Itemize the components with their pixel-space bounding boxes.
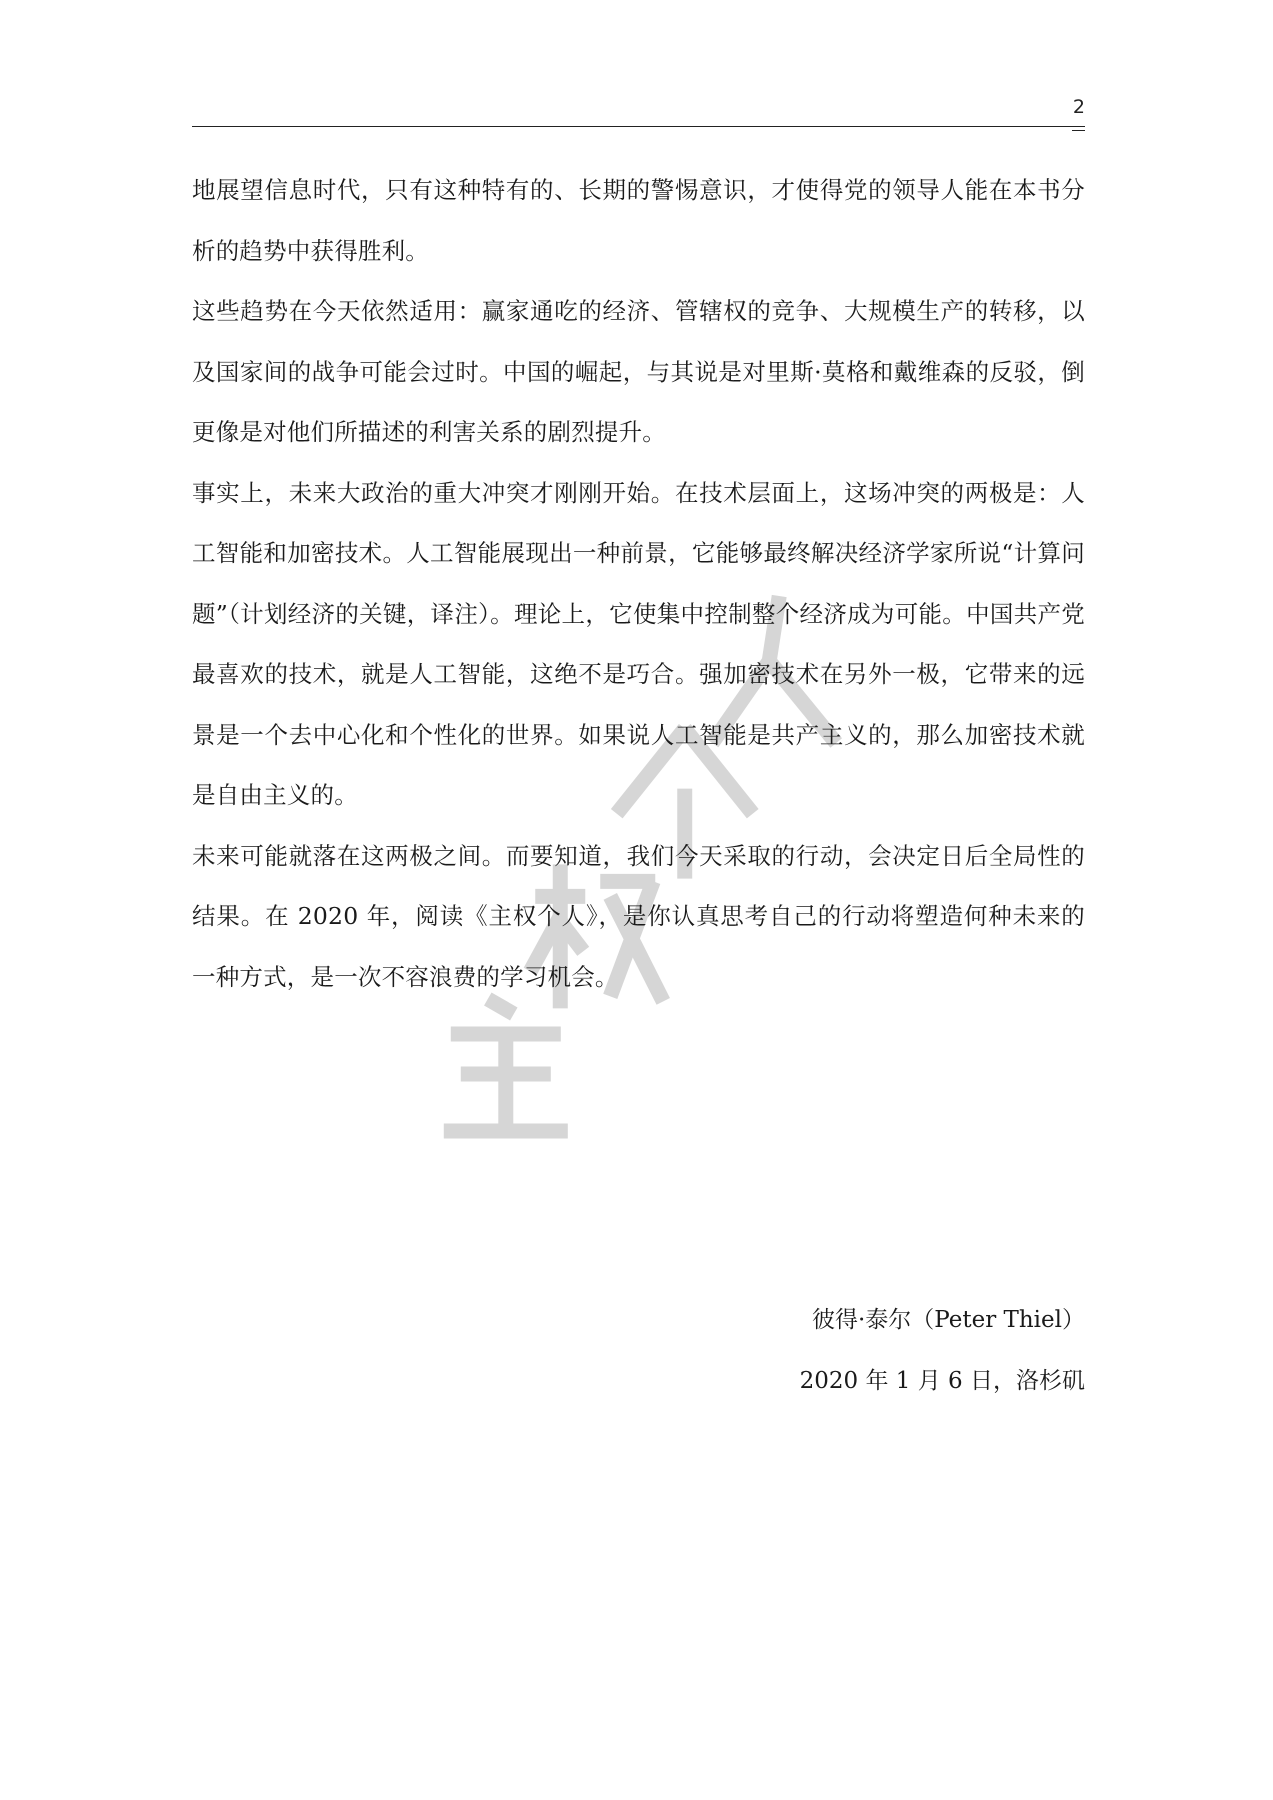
body-text xyxy=(192,160,1085,1007)
page-number: 2 xyxy=(1072,96,1085,118)
watermark-glyph xyxy=(444,999,568,1131)
signature-block xyxy=(600,1290,1085,1412)
signature-author: 彼得·泰尔（Peter Thiel） xyxy=(811,1307,1085,1333)
signature-date-place: 2020 年 1 月 6 日，洛杉矶 xyxy=(799,1368,1085,1394)
header-rule xyxy=(192,126,1085,127)
paragraph: 未来可能就落在这两极之间。而要知道，我们今天采取的行动，会决定日后全局性的结果。在 2020 年，阅读《主权个人》，是你认真思考自己的行动将塑造何种未来的一种方式，是一次不容浪费的学习机会。 xyxy=(192,841,1085,991)
paragraph: 地展望信息时代，只有这种特有的、长期的警惕意识，才使得党的领导人能在本书分析的趋势中获得胜利。 xyxy=(192,176,1085,265)
page-number-underline xyxy=(1072,130,1085,131)
paragraph: 事实上，未来大政治的重大冲突才刚刚开始。在技术层面上，这场冲突的两极是：人工智能和加密技术。人工智能展现出一种前景，它能够最终解决经济学家所说“计算问题”（计划经济的关键，译注）。理论上，它使集中控制整个经济成为可能。中国共产党最喜欢的技术，就是人工智能，这绝不是巧合。强加密技术在另外一极，它带来的远景是一个去中心化和个性化的世界。如果说人工智能是共产主义的，那么加密技术就是自由主义的。 xyxy=(192,478,1085,809)
paragraph: 这些趋势在今天依然适用：赢家通吃的经济、管辖权的竞争、大规模生产的转移，以及国家间的战争可能会过时。中国的崛起，与其说是对里斯·莫格和戴维森的反驳，倒更像是对他们所描述的利害关系的剧烈提升。 xyxy=(192,297,1085,446)
